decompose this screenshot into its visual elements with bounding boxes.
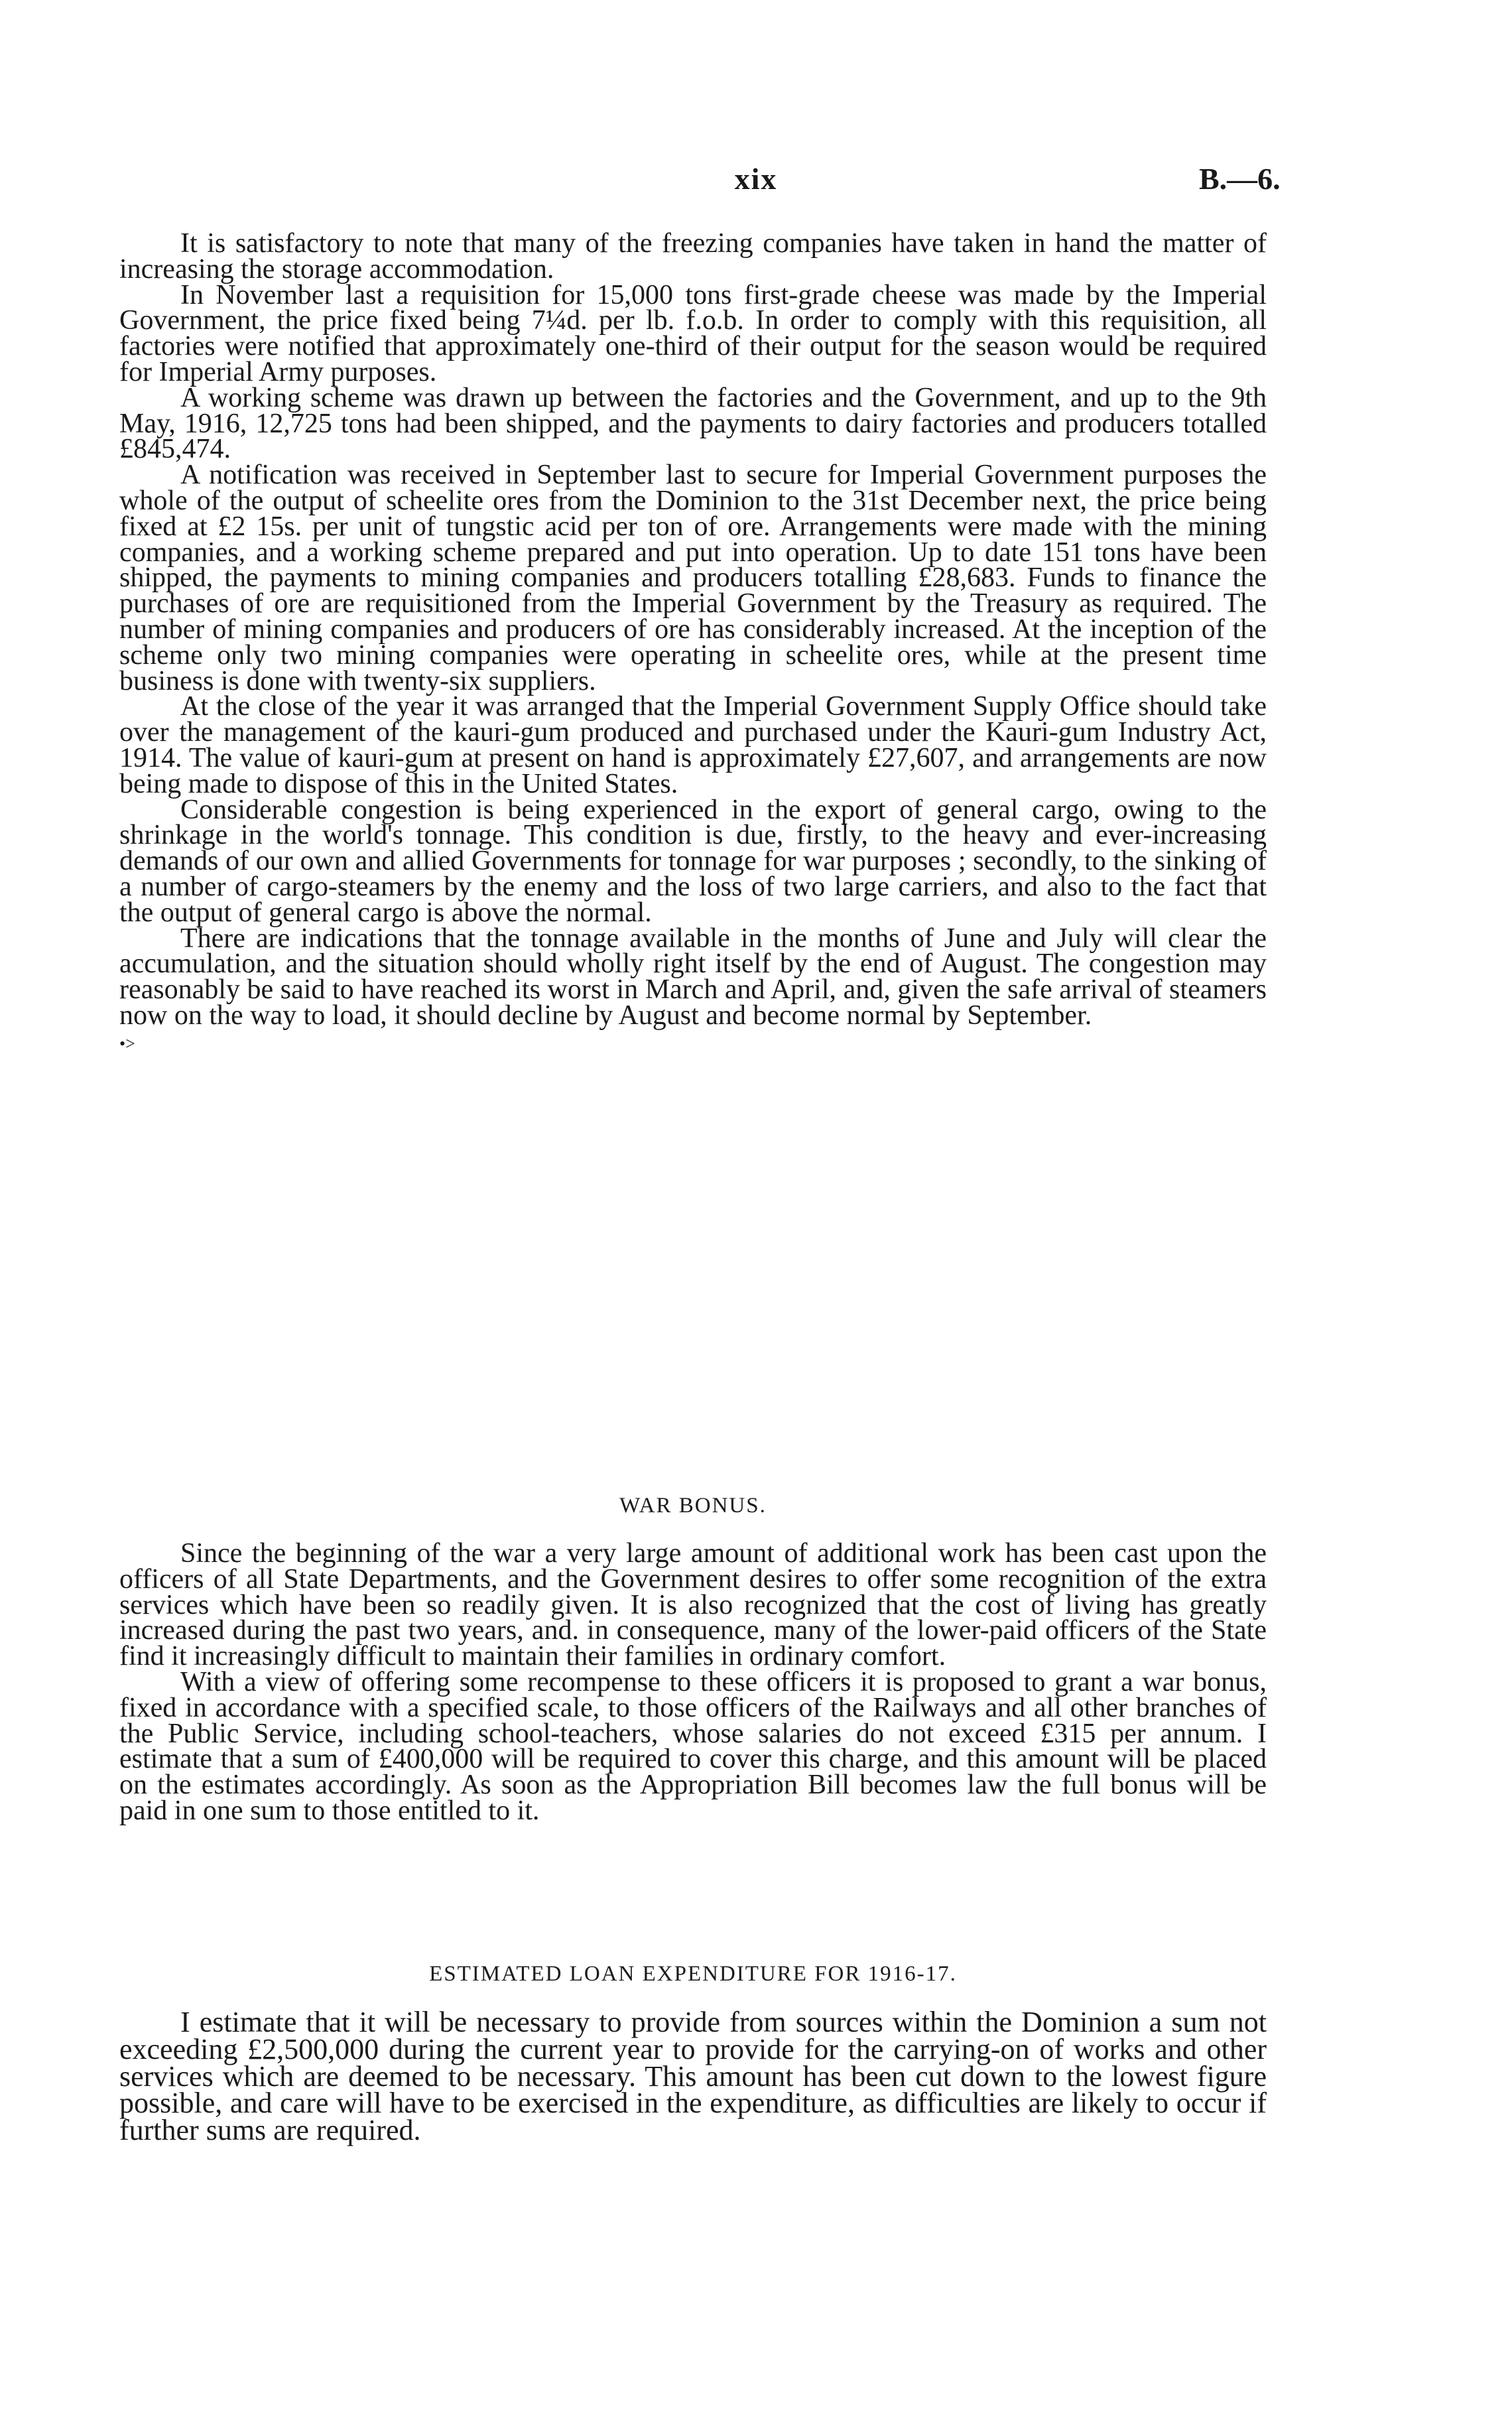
body-text xyxy=(119,228,1267,1057)
paragraph-war-bonus-estimate: With a view of offering some recompense to these officers it is proposed to grant a war bonus, fixed in accordance with a specified scale, to those officers of the Railways and all other branches of the Public Service, including school-teachers, whose salaries do not exceed £315 per annum. I estimate that a sum of £400,000 will be required to cover this charge, and this amount will be placed on the estimates accordingly. As soon as the Appropriation Bill becomes law the full bonus will be paid in one sum to those entitled to it. xyxy=(119,1666,1267,1826)
loan-expenditure-heading: ESTIMATED LOAN EXPENDITURE FOR 1916-17. xyxy=(429,1962,957,1986)
paragraph-cheese-requisition: In November last a requisition for 15,000 tons first-grade cheese was made by the Imperial Government, the price fixed being 7¼d. per lb. f.o.b. In order to comply with this requisition, all factories were notified that approximately one-third of their output for the season would be required for Imperial Army purposes. xyxy=(119,279,1267,387)
paragraph-working-scheme: A working scheme was drawn up between the factories and the Government, and up to the 9th May, 1916, 12,725 tons had been shipped, and the payments to dairy factories and producers totalled £845,474. xyxy=(119,382,1267,465)
paragraph-cargo-congestion: Considerable congestion is being experienced in the export of general cargo, owing to the shrinkage in the world's tonnage. This condition is due, firstly, to the heavy and ever-increasing demands of our own and allied Governments for tonnage for war purposes ; secondly, to the sinking of a number of cargo-steamers by the enemy and the loss of two large carriers, and also to the fact that the output of general cargo is above the normal. xyxy=(119,794,1267,928)
war-bonus-section xyxy=(119,1494,1267,1824)
page-number: xix xyxy=(734,162,778,196)
paragraph-loan-estimate: I estimate that it will be necessary to provide from sources within the Dominion a sum not exceeding £2,500,000 during the current year to provide for the carrying-on of works and other services which are deemed to be necessary. This amount has been cut down to the lowest figure possible, and care will have to be exercised in the expenditure, as difficulties are likely to occur if further sums are required. xyxy=(119,2006,1267,2147)
paragraph-scheelite-ores: A notification was received in September last to secure for Imperial Government purposes the whole of the output of scheelite ores from the Dominion to the 31st December next, the price being fixed at £2 15s. per unit of tungstic acid per ton of ore. Arrangements were made with the mining companies, and a working scheme prepared and put into operation. Up to date 151 tons have been shipped, the payments to mining companies and producers totalling £28,683. Funds to finance the purchases of ore are requisitioned from the Imperial Government by the Treasury as required. The number of mining companies and producers of ore has considerably increased. At the inception of the scheme only two mining companies were operating in scheelite ores, while at the present time business is done with twenty-six suppliers. xyxy=(119,460,1267,696)
loan-expenditure-section xyxy=(119,1962,1267,2147)
stray-mark: •> xyxy=(119,1033,135,1053)
paragraph-tonnage-outlook: There are indications that the tonnage available in the months of June and July will clear the accumulation, and the situation should wholly right itself by the end of August. The congestion may reasonably be said to have reached its worst in March and April, and, given the safe arrival of steamers now on the way to load, it should decline by August and become normal by September. xyxy=(119,923,1267,1031)
paragraph-freezing-storage: It is satisfactory to note that many of the freezing companies have taken in hand the matter of increasing the storage accommodation. xyxy=(119,228,1267,285)
war-bonus-heading: WAR BONUS. xyxy=(619,1494,767,1518)
paragraph-war-bonus-recognition: Since the beginning of the war a very large amount of additional work has been cast upon the officers of all State Departments, and the Government desires to offer some recognition of the extra services which have been so readily given. It is also recognized that the cost of living has greatly increased during the past two years, and. in consequence, many of the lower-paid officers of the State find it increasingly difficult to maintain their families in ordinary comfort. xyxy=(119,1538,1267,1672)
paragraph-kauri-gum: At the close of the year it was arranged that the Imperial Government Supply Office should take over the management of the kauri-gum produced and purchased under the Kauri-gum Industry Act, 1914. The value of kauri-gum at present on hand is approximately £27,607, and arrangements are now being made to dispose of this in the United States. xyxy=(119,691,1267,799)
document-reference: B.—6. xyxy=(1199,162,1281,196)
